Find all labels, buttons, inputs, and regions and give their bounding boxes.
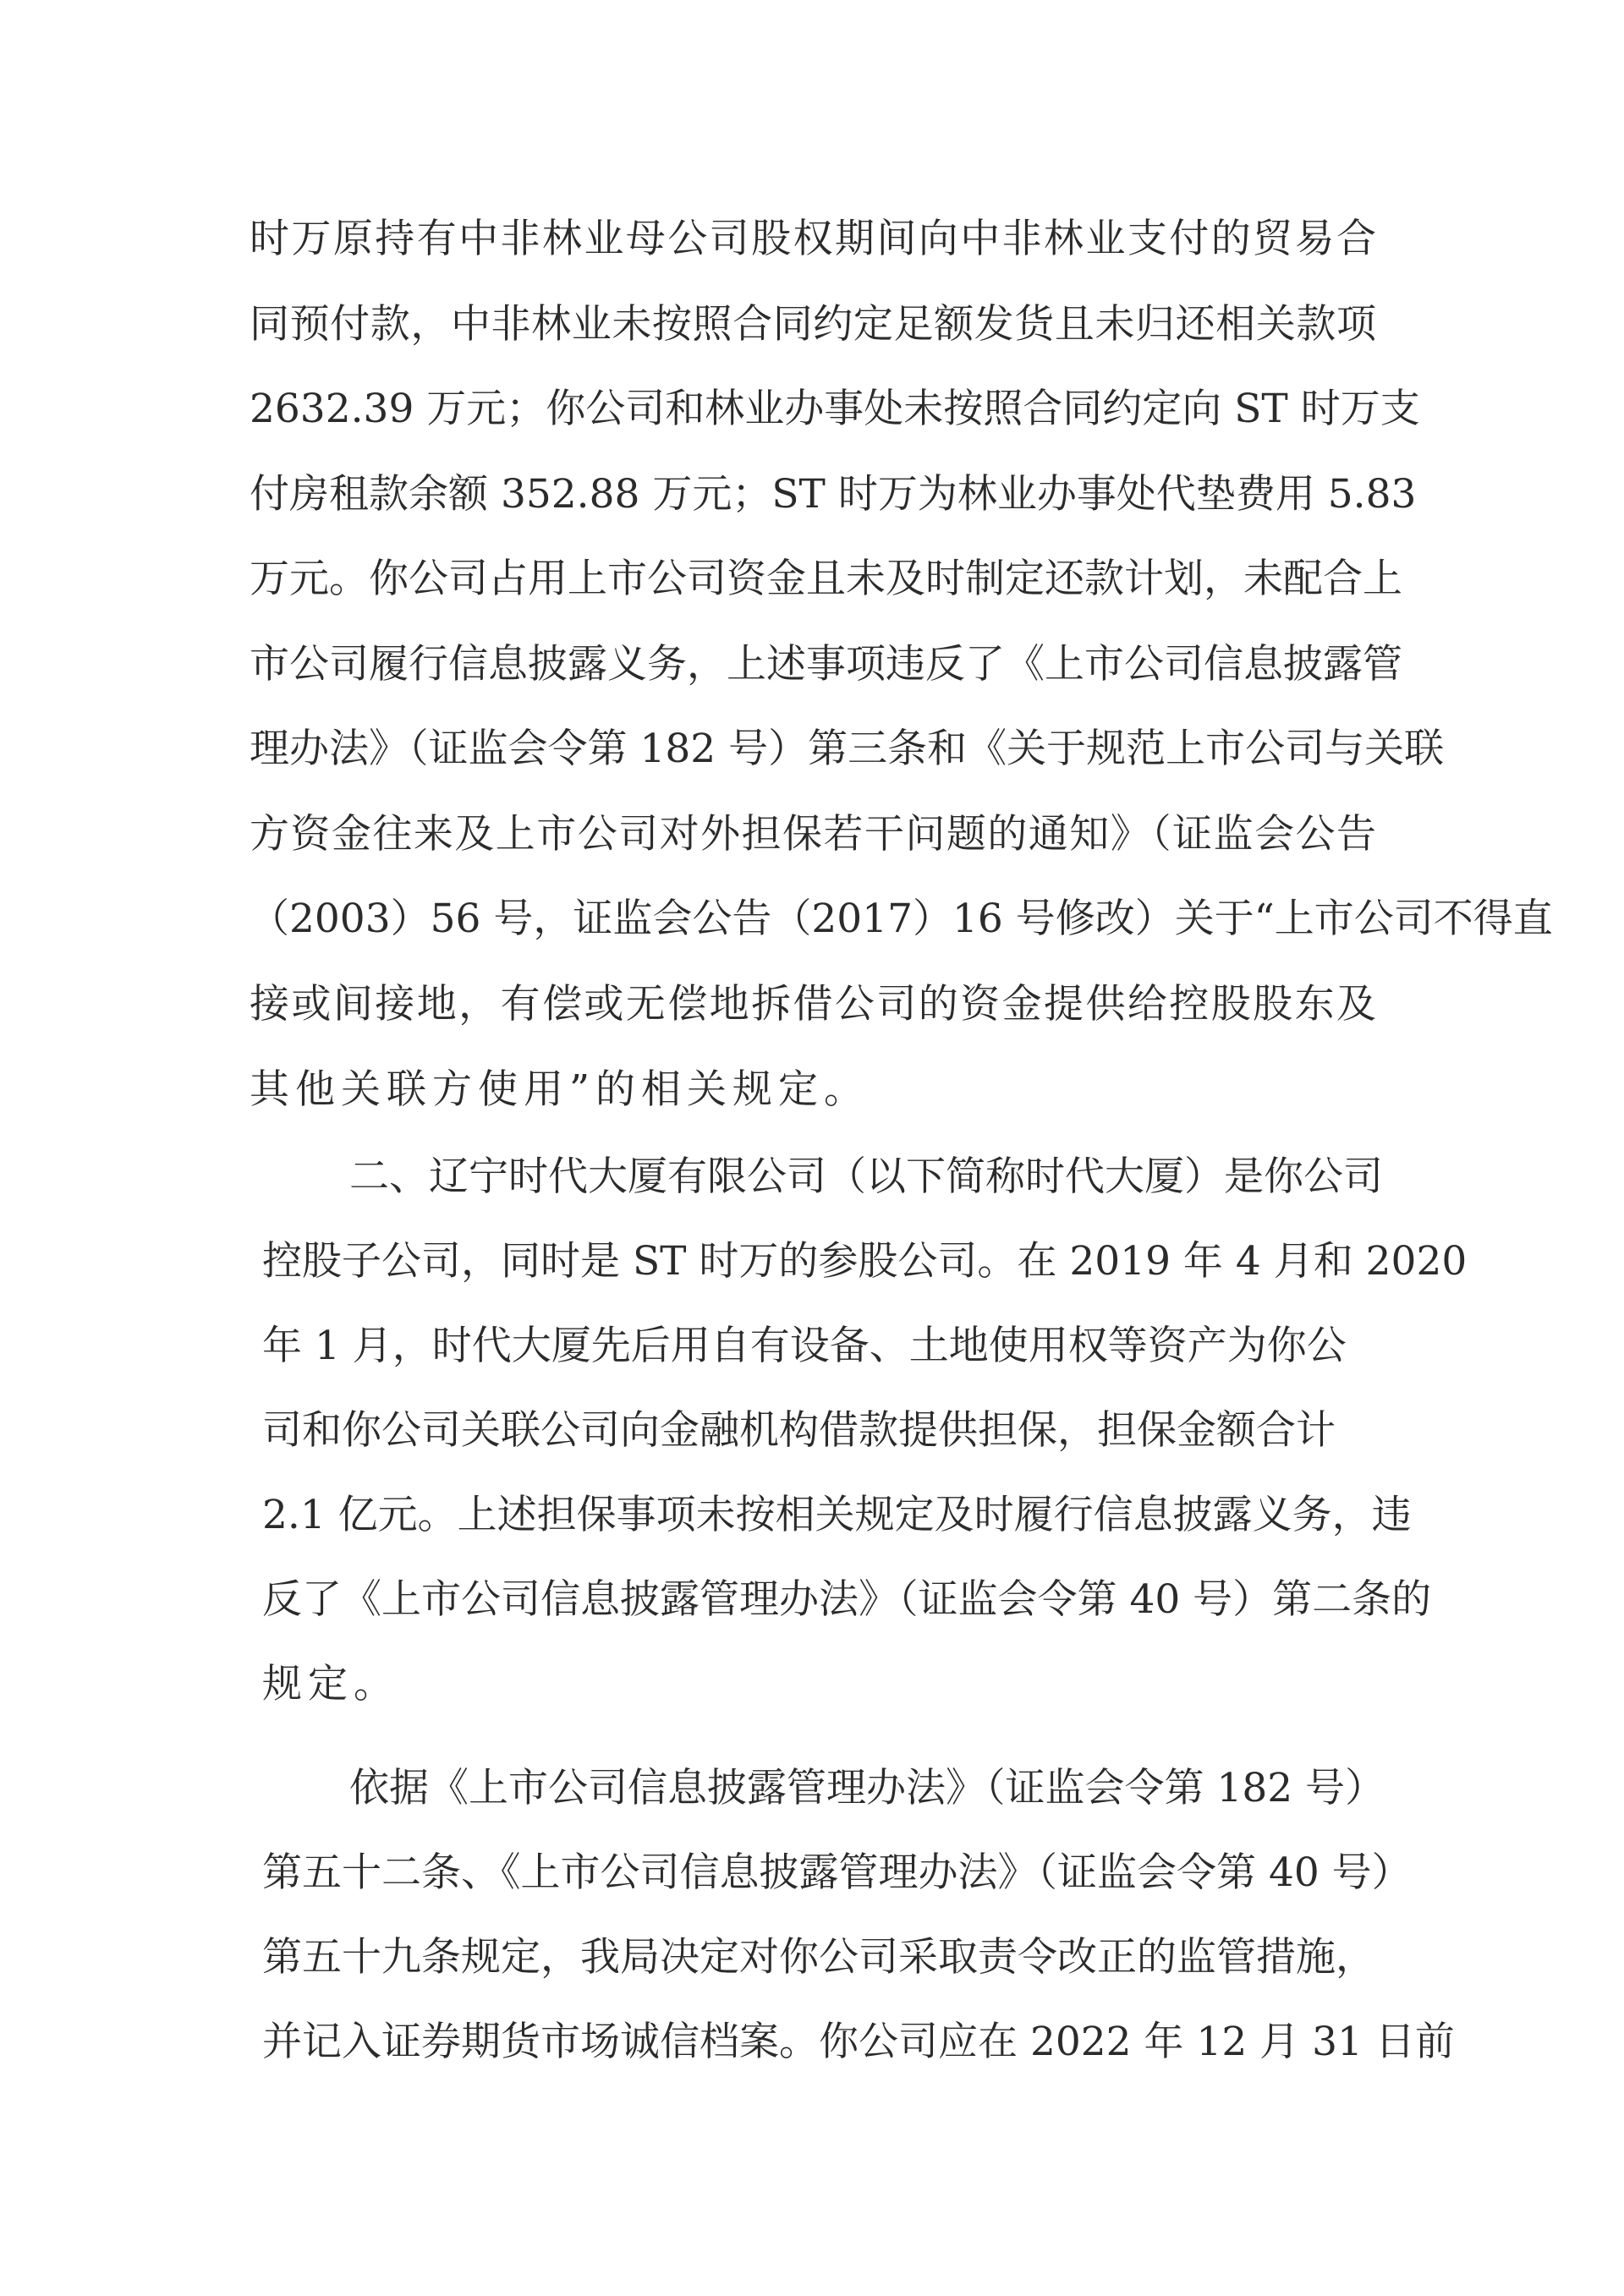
paragraph-line: 其他关联方使用”的相关规定。 <box>250 1066 870 1113</box>
paragraph-line: 第五十二条、《上市公司信息披露管理办法》（证监会令第 40 号） <box>262 1849 1412 1896</box>
paragraph-line: （2003）56 号，证监会公告（2017）16 号修改）关于“上市公司不得直 <box>250 896 1553 942</box>
paragraph-line: 反了《上市公司信息披露管理办法》（证监会令第 40 号）第二条的 <box>262 1576 1432 1623</box>
paragraph-line: 年 1 月，时代大厦先后用自有设备、土地使用权等资产为你公 <box>262 1323 1347 1369</box>
paragraph-line: 万元。你公司占用上市公司资金且未及时制定还款计划，未配合上 <box>250 556 1402 602</box>
paragraph-line: 控股子公司，同时是 ST 时万的参股公司。在 2019 年 4 月和 2020 <box>262 1238 1468 1285</box>
paragraph-line: 付房租款余额 352.88 万元；ST 时万为林业办事处代垫费用 5.83 <box>250 471 1417 518</box>
paragraph-line: 规定。 <box>262 1661 399 1707</box>
paragraph-line: 接或间接地，有偿或无偿地拆借公司的资金提供给控股股东及 <box>250 981 1376 1027</box>
paragraph-line: 司和你公司关联公司向金融机构借款提供担保，担保金额合计 <box>262 1407 1336 1454</box>
paragraph-line: 同预付款，中非林业未按照合同约定足额发货且未归还相关款项 <box>250 301 1376 348</box>
paragraph-line: 2.1 亿元。上述担保事项未按相关规定及时履行信息披露义务，违 <box>262 1492 1412 1538</box>
paragraph-line: 方资金往来及上市公司对外担保若干问题的通知》（证监会公告 <box>250 811 1376 858</box>
paragraph-line: 市公司履行信息披露义务，上述事项违反了《上市公司信息披露管 <box>250 641 1402 688</box>
paragraph-line: 并记入证券期货市场诚信档案。你公司应在 2022 年 12 月 31 日前 <box>262 2019 1455 2065</box>
paragraph-line: 第五十九条规定，我局决定对你公司采取责令改正的监管措施， <box>262 1934 1375 1981</box>
paragraph-line: 2632.39 万元；你公司和林业办事处未按照合同约定向 ST 时万支 <box>250 386 1420 432</box>
paragraph-line: 时万原持有中非林业母公司股权期间向中非林业支付的贸易合 <box>250 216 1376 262</box>
paragraph-line: 理办法》（证监会令第 182 号）第三条和《关于规范上市公司与关联 <box>250 726 1445 772</box>
paragraph-line: 依据《上市公司信息披露管理办法》（证监会令第 182 号） <box>349 1765 1385 1811</box>
paragraph-line: 二、辽宁时代大厦有限公司（以下简称时代大厦）是你公司 <box>349 1153 1383 1200</box>
